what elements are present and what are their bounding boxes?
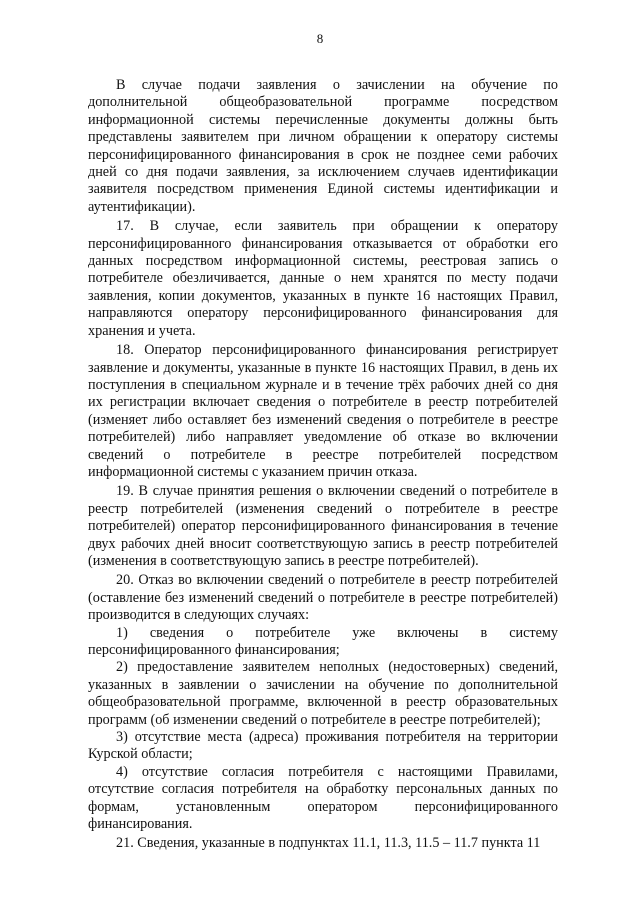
paragraph-17: 17. В случае, если заявитель при обращении к оператору персонифицированного финансирования отказывается от обработки его данных посредством информационной системы, реестровая запись о потребителе обезличивается, данные о нем хранятся по месту подачи заявления, копии документов, указанных в пункте 16 настоящих Правил, направляются оператору персонифицированного финансирования для хранения и учета.	[88, 218, 558, 339]
paragraph-18: 18. Оператор персонифицированного финансирования регистрирует заявление и документы, указанные в пункте 16 настоящих Правил, в день их поступления в специальном журнале и в течение трёх рабочих дней со дня их регистрации включает сведения о потребителе в реестр потребителей (изменяет либо оставляет без изменений сведения о потребителе в реестре потребителей) либо направляет уведомление об отказе во включении сведений о потребителе в реестре потребителей посредством информационной системы с указанием причин отказа.	[88, 342, 558, 480]
page-number: 8	[316, 31, 324, 46]
paragraph-20: 20. Отказ во включении сведений о потребителе в реестр потребителей (оставление без изменений сведений о потребителе в реестре потребителей) производится в следующих случаях:	[88, 572, 558, 624]
list-item-2: 2) предоставление заявителем неполных (недостоверных) сведений, указанных в заявлении о зачислении на обучение по дополнительной общеобразовательной программе, включенной в реестр образовательных программ (об изменении сведений о потребителе в реестре потребителей);	[88, 659, 558, 728]
paragraph-intro: В случае подачи заявления о зачислении на обучение по дополнительной общеобразовательной программе посредством информационной системы перечисленные документы должны быть представлены заявителем при личном обращении к оператору системы персонифицированного финансирования в срок не позднее семи рабочих дней со дня подачи заявления, за исключением случаев идентификации заявителя посредством применения Единой системы идентификации и аутентификации).	[88, 77, 558, 215]
document-body	[88, 77, 558, 853]
list-item-4: 4) отсутствие согласия потребителя с настоящими Правилами, отсутствие согласия потребителя на обработку персональных данных по формам, установленным оператором персонифицированного финансирования.	[88, 763, 558, 833]
list-item-3: 3) отсутствие места (адреса) проживания потребителя на территории Курской области;	[88, 729, 558, 763]
list-item-1: 1) сведения о потребителе уже включены в систему персонифицированного финансирования;	[88, 624, 558, 658]
paragraph-19: 19. В случае принятия решения о включении сведений о потребителе в реестр потребителей (изменения сведений о потребителе в реестре потребителей) оператор персонифицированного финансирования в течение двух рабочих дней вносит соответствующую запись в реестр потребителей (изменения в соответствующую запись в реестре потребителей).	[88, 483, 558, 569]
paragraph-21: 21. Сведения, указанные в подпунктах 11.1, 11.3, 11.5 – 11.7 пункта 11	[116, 835, 541, 852]
